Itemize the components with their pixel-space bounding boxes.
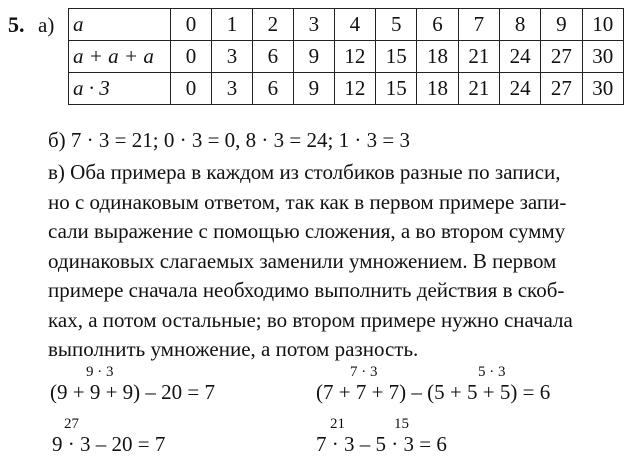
table-cell: 3	[211, 73, 252, 105]
paragraph-line: одинаковых слагаемых заменили умножением. В первом	[48, 248, 557, 273]
paragraph-line: но с одинаковым ответом, так как в первом примере запи-	[48, 189, 567, 214]
table-cell: 0	[171, 9, 212, 41]
paragraph-line: в) Оба примера в каждом из столбиков разные по записи,	[48, 160, 561, 184]
table-cell: 0	[171, 73, 212, 105]
table-cell: 6	[252, 41, 293, 73]
table-cell: 9	[293, 73, 334, 105]
row-label: a	[69, 9, 171, 41]
part-a-label: а)	[38, 13, 55, 37]
table-cell: 0	[171, 41, 212, 73]
table-row	[69, 9, 624, 41]
table-cell: 1	[211, 9, 252, 41]
table-cell: 7	[458, 9, 499, 41]
paragraph-line: ках, а потом остальные; во втором примере нужно сначала	[48, 307, 573, 332]
table-row	[69, 41, 624, 73]
equation: 7 · 3 – 5 · 3 = 6	[316, 432, 447, 456]
table-cell: 27	[541, 41, 582, 73]
equation: (7 + 7 + 7) – (5 + 5 + 5) = 6	[316, 380, 551, 404]
table-cell: 24	[499, 41, 540, 73]
table-cell: 6	[417, 9, 458, 41]
table-cell: 3	[211, 41, 252, 73]
row-label: a + a + a	[69, 41, 171, 73]
values-table	[68, 8, 624, 105]
table-cell: 2	[252, 9, 293, 41]
table-row	[69, 73, 624, 105]
paragraph-line: сали выражение с помощью сложения, а во втором сумму	[48, 219, 566, 243]
part-b-text: б) 7 · 3 = 21; 0 · 3 = 0, 8 · 3 = 24; 1 · 3 = 3	[48, 128, 410, 152]
equation: (9 + 9 + 9) – 20 = 7	[50, 380, 216, 404]
table-cell: 24	[499, 73, 540, 105]
table-cell: 12	[334, 41, 375, 73]
row-label: a · 3	[69, 73, 171, 105]
table-cell: 9	[293, 41, 334, 73]
table-cell: 21	[458, 73, 499, 105]
equation-note: 5 · 3	[478, 364, 506, 380]
table-cell: 4	[334, 9, 375, 41]
equation-note: 27	[64, 416, 79, 432]
table-cell: 8	[499, 9, 540, 41]
table-cell: 21	[458, 41, 499, 73]
table-cell: 27	[541, 73, 582, 105]
equation-note: 21	[330, 416, 345, 432]
table-cell: 18	[417, 41, 458, 73]
table-cell: 30	[582, 41, 623, 73]
problem-number: 5.	[8, 12, 25, 37]
table-cell: 9	[541, 9, 582, 41]
table-cell: 6	[252, 73, 293, 105]
equation-note: 9 · 3	[86, 364, 114, 380]
table-cell: 15	[376, 73, 417, 105]
paragraph-line: примере сначала необходимо выполнить действия в скоб-	[48, 278, 565, 302]
table-cell: 10	[582, 9, 623, 41]
table-cell: 18	[417, 73, 458, 105]
paragraph-line: выполнить умножение, а потом разность.	[48, 337, 419, 361]
part-v-paragraph	[48, 158, 608, 365]
equation-note: 15	[394, 416, 409, 432]
table-cell: 3	[293, 9, 334, 41]
table-cell: 5	[376, 9, 417, 41]
table-cell: 12	[334, 73, 375, 105]
equation-note: 7 · 3	[350, 364, 378, 380]
table-cell: 30	[582, 73, 623, 105]
table-cell: 15	[376, 41, 417, 73]
equation: 9 · 3 – 20 = 7	[52, 432, 166, 456]
